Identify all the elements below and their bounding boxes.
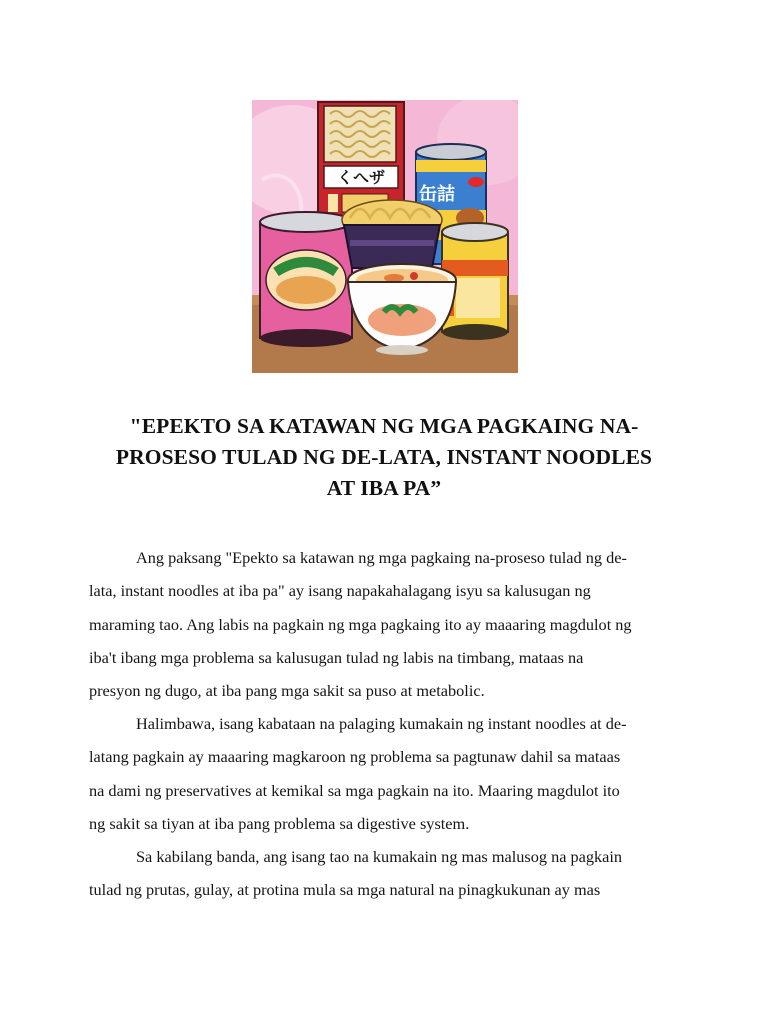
pink-canned-food xyxy=(260,212,352,347)
title-line: PROSESO TULAD NG DE-LATA, INSTANT NOODLES xyxy=(115,445,653,469)
paragraph-line: tulad ng prutas, gulay, at protina mula sa mga natural na pinagkukunan ay mas xyxy=(89,880,601,900)
paragraph-line: presyon ng dugo, at iba pang mga sakit sa puso at metabolic. xyxy=(89,681,485,701)
paragraph-line: maraming tao. Ang labis na pagkain ng mga pagkaing ito ay maaaring magdulot ng xyxy=(89,614,632,634)
paragraph-3 xyxy=(89,840,665,907)
paragraph-2 xyxy=(89,707,665,840)
paragraph-line: lata, instant noodles at iba pa" ay isang napakahalagang isyu sa kalusugan ng xyxy=(89,581,591,601)
processed-food-illustration xyxy=(252,100,518,373)
paragraph-line: Ang paksang "Epekto sa katawan ng mga pagkaing na-proseso tulad ng de- xyxy=(136,548,627,567)
paragraph-line: Halimbawa, isang kabataan na palaging kumakain ng instant noodles at de- xyxy=(136,714,627,733)
noodle-pack-label: くへザ xyxy=(336,168,386,187)
paragraph-line: latang pagkain ay maaaring magkaroon ng problema sa pagtunaw dahil sa mataas xyxy=(89,747,621,767)
blue-can-label: 缶詰 xyxy=(419,184,455,205)
paragraph-line: Sa kabilang banda, ang isang tao na kumakain ng mas malusog na pagkain xyxy=(136,847,623,866)
paragraph-line: iba't ibang mga problema sa kalusugan tulad ng labis na timbang, mataas na xyxy=(89,647,584,667)
noodle-bowl-purple xyxy=(342,200,442,268)
title-line: "EPEKTO SA KATAWAN NG MGA PAGKAING NA- xyxy=(129,414,639,438)
paragraph-line: na dami ng preservatives at kemikal sa mga pagkain na ito. Maaring magdulot ito xyxy=(89,780,620,800)
processed-food-image xyxy=(252,100,518,373)
document-title xyxy=(90,411,678,504)
paragraph-1 xyxy=(89,541,665,707)
title-line: AT IBA PA” xyxy=(326,476,442,500)
paragraph-line: ng sakit sa tiyan at iba pang problema sa digestive system. xyxy=(89,813,470,833)
